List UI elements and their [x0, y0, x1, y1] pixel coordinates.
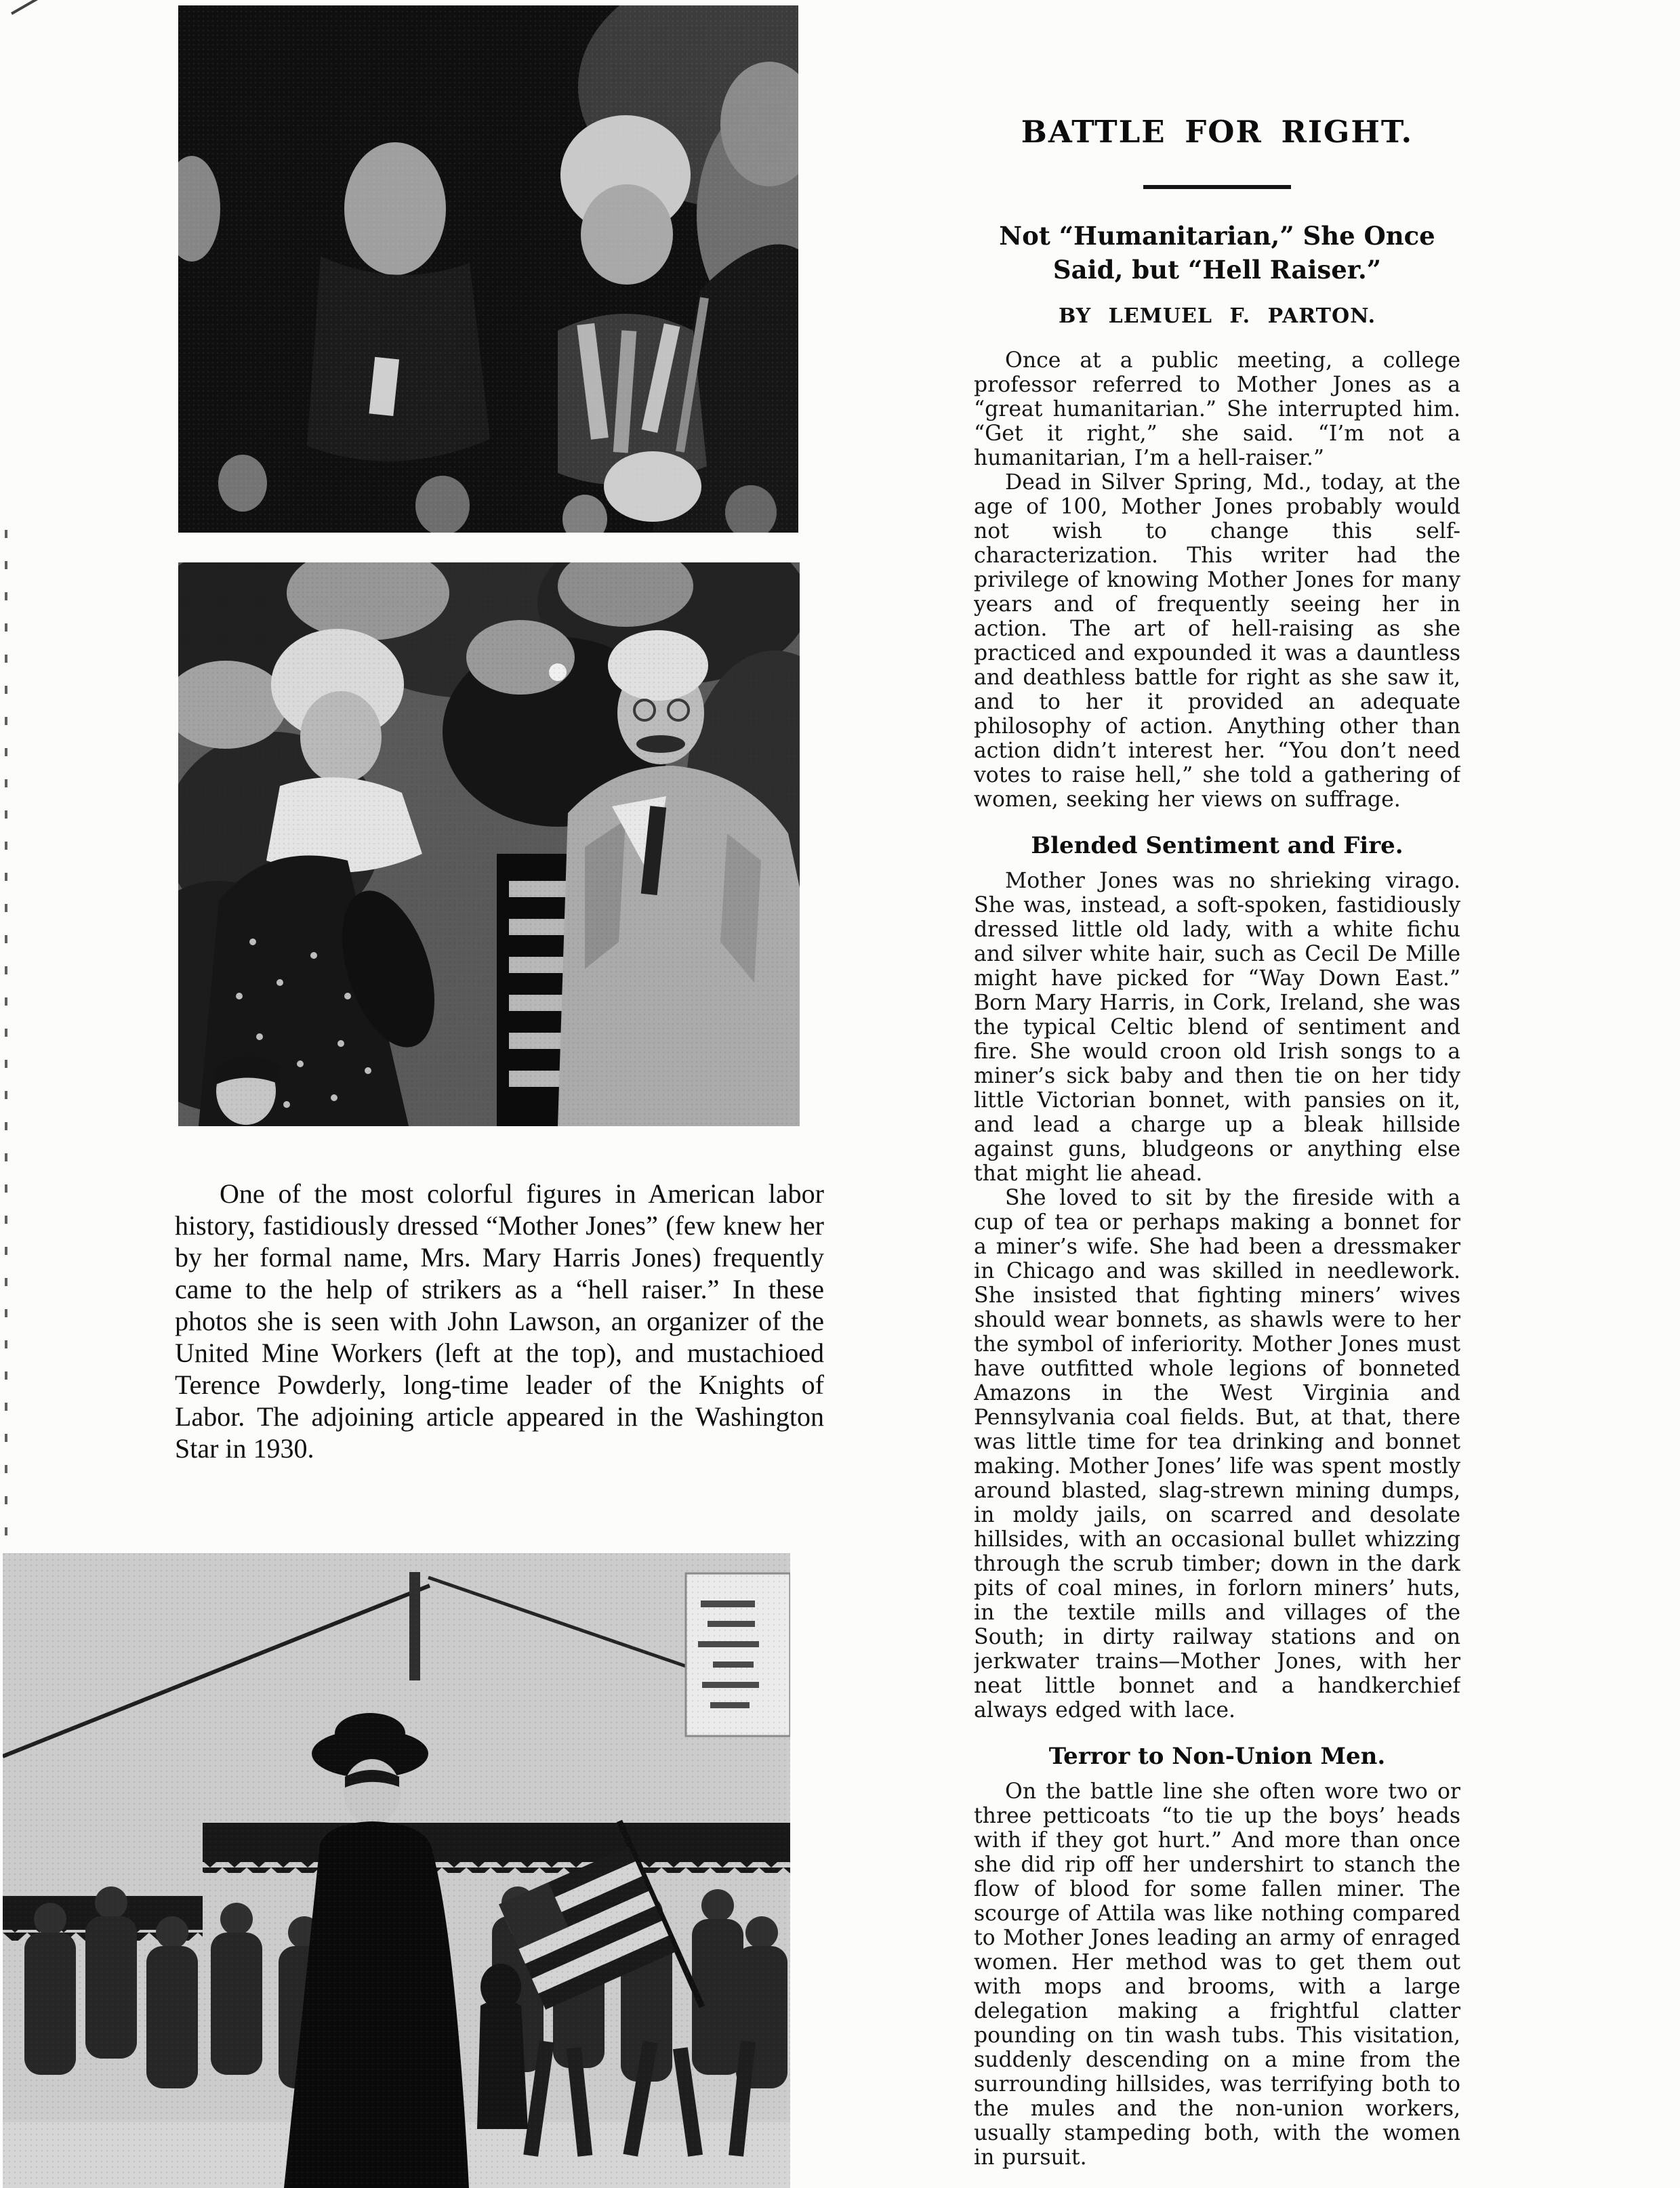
- article-paragraph: Once at a public meeting, a college professor referred to Mother Jones as a “great humanitarian.” She interrupted him. “Get it right,” she said. “I’m not a humanitarian, I’m a hell-raiser.”: [974, 348, 1460, 470]
- article-paragraph: Mother Jones was no shrieking virago. She was, instead, a soft-spoken, fastidiously dressed little old lady, with a white fichu and silver white hair, such as Cecil De Mille might have picked for “Way Down East.” Born Mary Harris, in Cork, Ireland, she was the typical Celtic blend of sentiment and fire. She would croon old Irish songs to a miner’s sick baby and then tie on her tidy little Victorian bonnet, with pansies on it, and lead a charge up a bleak hillside against guns, bludgeons or anything else that might lie ahead.: [974, 869, 1460, 1186]
- photo-bottom-illustration: [3, 1553, 790, 2188]
- article-subhead-blended-sentiment: Blended Sentiment and Fire.: [1031, 832, 1404, 859]
- article-column: [974, 114, 1460, 2174]
- article-deck: Not “Humanitarian,” She Once Said, but “Hell Raiser.”: [999, 221, 1435, 285]
- photo-caption-text: One of the most colorful figures in American labor history, fastidiously dressed “Mother Jones” (few knew her by her formal name, Mrs. Mary Harris Jones) frequently came to the help of strikers as a “hell raiser.” In these photos she is seen with John Lawson, an organizer of the United Mine Workers (left at the top), and mustachioed Terence Powderly, long-time leader of the Knights of Labor. The adjoining article appeared in the Washington Star in 1930.: [175, 1178, 824, 1464]
- article-subhead-terror-nonunion: Terror to Non-Union Men.: [1048, 1743, 1386, 1770]
- photo-mother-jones-with-terence-powderly: [178, 562, 800, 1126]
- photo-mother-jones-with-john-lawson: [178, 5, 798, 533]
- article-headline: BATTLE FOR RIGHT.: [1021, 114, 1414, 150]
- article-paragraph: Dead in Silver Spring, Md., today, at the age of 100, Mother Jones probably would not wish to change this self-characterization. This writer had the privilege of knowing Mother Jones for many years and of frequently seeing her in action. The art of hell-raising as she practiced and expounded it was a dauntless and deathless battle for right as she saw it, and to her it provided an adequate philosophy of action. Anything other than action didn’t interest her. “You don’t need votes to raise hell,” she told a gathering of women, seeking her views on suffrage.: [974, 470, 1460, 812]
- headline-divider-rule: [1143, 185, 1291, 189]
- photo-mother-jones-leading-parade: [3, 1553, 790, 2188]
- article-paragraph: On the battle line she often wore two or three petticoats “to tie up the boys’ heads with if they got hurt.” And more than once she did rip off her undershirt to stanch the flow of blood for some fallen miner. The scourge of Attila was like nothing compared to Mother Jones leading an army of enraged women. Her method was to get them out with mops and brooms, with a large delegation making a frightful clatter pounding on tin wash tubs. This visitation, suddenly descending on a mine from the surrounding hillsides, was terrifying both to the mules and the non-union workers, usually stampeding both, with the women in pursuit.: [974, 1779, 1460, 2170]
- photo-top-illustration: [178, 5, 798, 533]
- photo-middle-illustration: [178, 562, 800, 1126]
- article-paragraph: She loved to sit by the fireside with a cup of tea or perhaps making a bonnet for a miner’s wife. She had been a dressmaker in Chicago and was skilled in needlework. She insisted that fighting miners’ wives should wear bonnets, as shawls were to her the symbol of inferiority. Mother Jones must have outfitted whole legions of bonneted Amazons in the West Virginia and Pennsylvania coal fields. But, at that, there was little time for tea drinking and bonnet making. Mother Jones’ life was spent mostly around blasted, slag-strewn mining dumps, in moldy jails, on scarred and desolate hillsides, with an occasional bullet whizzing through the scrub timber; down in the dark pits of coal mines, in forlorn miners’ huts, in the textile mills and villages of the South; in dirty railway stations and on jerkwater trains—Mother Jones, with her neat little bonnet and a handkerchief always edged with lace.: [974, 1186, 1460, 1722]
- article-body: [974, 348, 1460, 2170]
- article-byline: BY LEMUEL F. PARTON.: [1058, 304, 1376, 328]
- photo-caption-block: [175, 1178, 824, 1464]
- scan-artifact-margin-ticks: [5, 530, 7, 1546]
- scan-artifact-diagonal-line: [11, 0, 133, 15]
